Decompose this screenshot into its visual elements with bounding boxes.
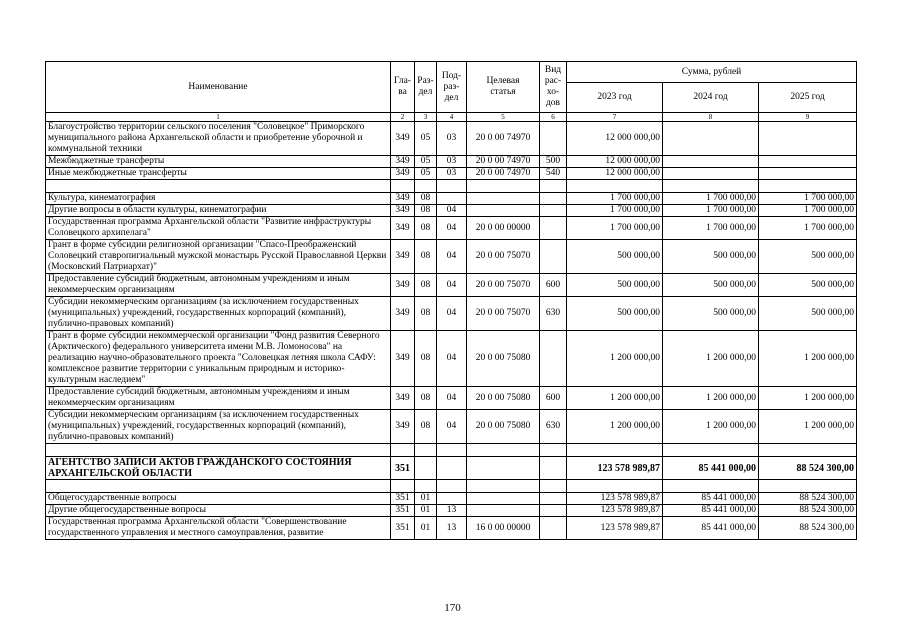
row-glava: 349 — [391, 297, 415, 331]
row-glava: 351 — [391, 505, 415, 517]
row-sum-2023: 1 700 000,00 — [567, 205, 663, 217]
header-glava: Гла- ва — [391, 62, 415, 113]
row-name: Иные межбюджетные трансферты — [46, 168, 391, 180]
table-row — [46, 240, 857, 274]
row-vid: 500 — [540, 156, 567, 168]
row-podrazdel: 03 — [437, 156, 467, 168]
row-sum-2023: 123 578 989,87 — [567, 493, 663, 505]
row-sum-2024 — [663, 444, 759, 457]
table-row — [46, 274, 857, 297]
row-vid — [540, 193, 567, 205]
row-sum-2025: 500 000,00 — [759, 274, 857, 297]
row-sum-2024: 85 441 000,00 — [663, 457, 759, 480]
row-vid: 600 — [540, 274, 567, 297]
row-sum-2023: 1 200 000,00 — [567, 410, 663, 444]
row-vid — [540, 180, 567, 193]
row-sum-2024: 85 441 000,00 — [663, 505, 759, 517]
header-target: Целевая статья — [467, 62, 540, 113]
budget-table — [45, 61, 857, 540]
row-podrazdel — [437, 444, 467, 457]
row-sum-2025: 88 524 300,00 — [759, 517, 857, 540]
row-vid — [540, 240, 567, 274]
row-sum-2024 — [663, 156, 759, 168]
row-sum-2024: 1 700 000,00 — [663, 205, 759, 217]
row-glava — [391, 444, 415, 457]
row-sum-2025: 500 000,00 — [759, 297, 857, 331]
row-sum-2025: 1 700 000,00 — [759, 217, 857, 240]
table-row — [46, 193, 857, 205]
row-sum-2025: 88 524 300,00 — [759, 505, 857, 517]
row-sum-2023: 1 700 000,00 — [567, 193, 663, 205]
row-name — [46, 480, 391, 493]
table-row — [46, 297, 857, 331]
row-vid — [540, 457, 567, 480]
row-sum-2024 — [663, 480, 759, 493]
row-vid: 630 — [540, 297, 567, 331]
row-target — [467, 444, 540, 457]
table-row — [46, 410, 857, 444]
row-name: Благоустройство территории сельского поселения "Соловецкое" Приморского муниципального района Архангельской области и приобретение уборочной и коммунальной техники — [46, 122, 391, 156]
row-razdel — [415, 480, 437, 493]
row-vid — [540, 517, 567, 540]
row-razdel: 08 — [415, 274, 437, 297]
row-glava: 349 — [391, 168, 415, 180]
row-target: 20 0 00 75070 — [467, 274, 540, 297]
page-number: 170 — [444, 602, 461, 614]
row-podrazdel — [437, 480, 467, 493]
header-podrazdel: Под- раз- дел — [437, 62, 467, 113]
row-podrazdel: 04 — [437, 240, 467, 274]
row-podrazdel: 13 — [437, 505, 467, 517]
row-name: Государственная программа Архангельской области "Совершенствование государственного управления и местного самоуправления, развитие — [46, 517, 391, 540]
row-sum-2024: 500 000,00 — [663, 274, 759, 297]
row-razdel — [415, 180, 437, 193]
row-sum-2024: 1 200 000,00 — [663, 410, 759, 444]
table-row — [46, 217, 857, 240]
row-glava: 351 — [391, 517, 415, 540]
row-target: 20 0 00 74970 — [467, 156, 540, 168]
row-name: Государственная программа Архангельской области "Развитие инфраструктуры Соловецкого архипелага" — [46, 217, 391, 240]
row-sum-2025 — [759, 480, 857, 493]
table-row — [46, 331, 857, 387]
row-glava: 349 — [391, 240, 415, 274]
row-sum-2023: 500 000,00 — [567, 240, 663, 274]
row-glava: 349 — [391, 217, 415, 240]
row-target: 16 0 00 00000 — [467, 517, 540, 540]
row-name: Межбюджетные трансферты — [46, 156, 391, 168]
row-glava: 349 — [391, 193, 415, 205]
row-podrazdel: 04 — [437, 387, 467, 410]
row-sum-2024: 1 200 000,00 — [663, 387, 759, 410]
header-name: Наименование — [46, 62, 391, 113]
row-sum-2024 — [663, 168, 759, 180]
row-sum-2023: 123 578 989,87 — [567, 517, 663, 540]
row-podrazdel: 03 — [437, 168, 467, 180]
row-vid — [540, 444, 567, 457]
row-podrazdel: 04 — [437, 297, 467, 331]
row-sum-2025 — [759, 122, 857, 156]
row-sum-2025: 1 200 000,00 — [759, 410, 857, 444]
row-sum-2024: 1 700 000,00 — [663, 193, 759, 205]
row-sum-2023: 123 578 989,87 — [567, 457, 663, 480]
blank-row — [46, 180, 857, 193]
table-row — [46, 493, 857, 505]
row-razdel: 01 — [415, 505, 437, 517]
row-target: 20 0 00 75080 — [467, 387, 540, 410]
row-sum-2023: 500 000,00 — [567, 274, 663, 297]
row-target: 20 0 00 00000 — [467, 217, 540, 240]
row-podrazdel — [437, 180, 467, 193]
row-sum-2023: 500 000,00 — [567, 297, 663, 331]
row-razdel: 01 — [415, 517, 437, 540]
row-sum-2024: 1 700 000,00 — [663, 217, 759, 240]
row-podrazdel: 04 — [437, 274, 467, 297]
row-sum-2023 — [567, 480, 663, 493]
row-glava: 349 — [391, 410, 415, 444]
row-sum-2023 — [567, 180, 663, 193]
row-target — [467, 180, 540, 193]
row-vid: 600 — [540, 387, 567, 410]
row-razdel: 08 — [415, 331, 437, 387]
row-name — [46, 444, 391, 457]
row-name: Грант в форме субсидии религиозной организации "Спасо-Преображенский Соловецкий ставропигиальный мужской монастырь Русской Православной Церкви (Московский Патриархат)" — [46, 240, 391, 274]
row-podrazdel — [437, 193, 467, 205]
row-sum-2024: 500 000,00 — [663, 240, 759, 274]
row-target — [467, 493, 540, 505]
row-glava: 349 — [391, 156, 415, 168]
row-sum-2025: 1 700 000,00 — [759, 205, 857, 217]
blank-row — [46, 444, 857, 457]
row-podrazdel: 03 — [437, 122, 467, 156]
row-vid — [540, 505, 567, 517]
row-sum-2025 — [759, 180, 857, 193]
header-2023: 2023 год — [567, 83, 663, 113]
header-2025: 2025 год — [759, 83, 857, 113]
row-podrazdel: 04 — [437, 410, 467, 444]
row-razdel: 08 — [415, 410, 437, 444]
row-vid: 540 — [540, 168, 567, 180]
row-sum-2025: 1 200 000,00 — [759, 331, 857, 387]
table-row — [46, 457, 857, 480]
row-name: АГЕНТСТВО ЗАПИСИ АКТОВ ГРАЖДАНСКОГО СОСТОЯНИЯ АРХАНГЕЛЬСКОЙ ОБЛАСТИ — [46, 457, 391, 480]
row-sum-2023: 1 200 000,00 — [567, 387, 663, 410]
row-razdel: 08 — [415, 297, 437, 331]
row-sum-2025 — [759, 444, 857, 457]
row-sum-2025: 88 524 300,00 — [759, 493, 857, 505]
row-razdel — [415, 457, 437, 480]
row-target: 20 0 00 75080 — [467, 410, 540, 444]
column-index-row: 1 2 3 4 5 6 7 8 9 — [46, 113, 857, 122]
row-podrazdel — [437, 493, 467, 505]
table-row — [46, 205, 857, 217]
row-name: Другие вопросы в области культуры, кинематографии — [46, 205, 391, 217]
row-name: Культура, кинематография — [46, 193, 391, 205]
row-vid — [540, 493, 567, 505]
row-sum-2025: 88 524 300,00 — [759, 457, 857, 480]
row-razdel: 08 — [415, 387, 437, 410]
row-podrazdel — [437, 457, 467, 480]
row-vid — [540, 122, 567, 156]
row-glava — [391, 180, 415, 193]
header-vid: Вид рас- хо- дов — [540, 62, 567, 113]
header-razdel: Раз- дел — [415, 62, 437, 113]
row-sum-2023: 123 578 989,87 — [567, 505, 663, 517]
row-target: 20 0 00 74970 — [467, 122, 540, 156]
row-razdel: 08 — [415, 193, 437, 205]
row-vid — [540, 217, 567, 240]
table-row — [46, 168, 857, 180]
row-glava: 349 — [391, 274, 415, 297]
row-target: 20 0 00 75080 — [467, 331, 540, 387]
row-target: 20 0 00 74970 — [467, 168, 540, 180]
row-razdel: 08 — [415, 205, 437, 217]
row-glava: 351 — [391, 493, 415, 505]
row-vid — [540, 205, 567, 217]
row-target — [467, 505, 540, 517]
header-2024: 2024 год — [663, 83, 759, 113]
row-sum-2025 — [759, 156, 857, 168]
row-sum-2024: 500 000,00 — [663, 297, 759, 331]
row-sum-2025: 1 700 000,00 — [759, 193, 857, 205]
row-target: 20 0 00 75070 — [467, 297, 540, 331]
row-name: Общегосударственные вопросы — [46, 493, 391, 505]
row-glava: 349 — [391, 387, 415, 410]
row-razdel: 05 — [415, 168, 437, 180]
row-glava — [391, 480, 415, 493]
table-row — [46, 387, 857, 410]
table-row — [46, 505, 857, 517]
row-sum-2023: 1 700 000,00 — [567, 217, 663, 240]
row-name: Субсидии некоммерческим организациям (за исключением государственных (муниципальных) учреждений, государственных корпораций (компаний), публично-правовых компаний) — [46, 297, 391, 331]
row-sum-2023: 1 200 000,00 — [567, 331, 663, 387]
row-podrazdel: 04 — [437, 331, 467, 387]
row-name: Предоставление субсидий бюджетным, автономным учреждениям и иным некоммерческим организациям — [46, 387, 391, 410]
row-razdel: 01 — [415, 493, 437, 505]
row-razdel: 08 — [415, 240, 437, 274]
row-sum-2024 — [663, 122, 759, 156]
row-sum-2025: 500 000,00 — [759, 240, 857, 274]
row-target: 20 0 00 75070 — [467, 240, 540, 274]
row-sum-2025 — [759, 168, 857, 180]
table-row — [46, 122, 857, 156]
row-vid — [540, 331, 567, 387]
row-sum-2024: 85 441 000,00 — [663, 493, 759, 505]
table-row — [46, 517, 857, 540]
row-podrazdel: 04 — [437, 205, 467, 217]
header-sum: Сумма, рублей — [567, 62, 857, 83]
row-target — [467, 457, 540, 480]
row-sum-2023 — [567, 444, 663, 457]
row-podrazdel: 04 — [437, 217, 467, 240]
row-name — [46, 180, 391, 193]
row-sum-2023: 12 000 000,00 — [567, 168, 663, 180]
row-name: Другие общегосударственные вопросы — [46, 505, 391, 517]
row-name: Грант в форме субсидии некоммерческой организации "Фонд развития Северного (Арктического) федерального университета имени М.В. Ломоносова" на реализацию научно-образовательного проекта "Соловецкая летняя школа САФУ: комплексное развитие территории с уникальным природным и историко-культурным наследием" — [46, 331, 391, 387]
row-name: Субсидии некоммерческим организациям (за исключением государственных (муниципальных) учреждений, государственных корпораций (компаний), публично-правовых компаний) — [46, 410, 391, 444]
row-glava: 349 — [391, 205, 415, 217]
row-sum-2023: 12 000 000,00 — [567, 156, 663, 168]
row-target — [467, 205, 540, 217]
row-sum-2025: 1 200 000,00 — [759, 387, 857, 410]
row-vid — [540, 480, 567, 493]
row-glava: 351 — [391, 457, 415, 480]
row-name: Предоставление субсидий бюджетным, автономным учреждениям и иным некоммерческим организациям — [46, 274, 391, 297]
row-razdel: 05 — [415, 122, 437, 156]
row-vid: 630 — [540, 410, 567, 444]
row-sum-2024 — [663, 180, 759, 193]
row-target — [467, 480, 540, 493]
row-sum-2023: 12 000 000,00 — [567, 122, 663, 156]
row-sum-2024: 85 441 000,00 — [663, 517, 759, 540]
table-row — [46, 156, 857, 168]
blank-row — [46, 480, 857, 493]
row-razdel: 08 — [415, 217, 437, 240]
row-sum-2024: 1 200 000,00 — [663, 331, 759, 387]
row-podrazdel: 13 — [437, 517, 467, 540]
row-target — [467, 193, 540, 205]
row-razdel: 05 — [415, 156, 437, 168]
row-razdel — [415, 444, 437, 457]
row-glava: 349 — [391, 331, 415, 387]
row-glava: 349 — [391, 122, 415, 156]
